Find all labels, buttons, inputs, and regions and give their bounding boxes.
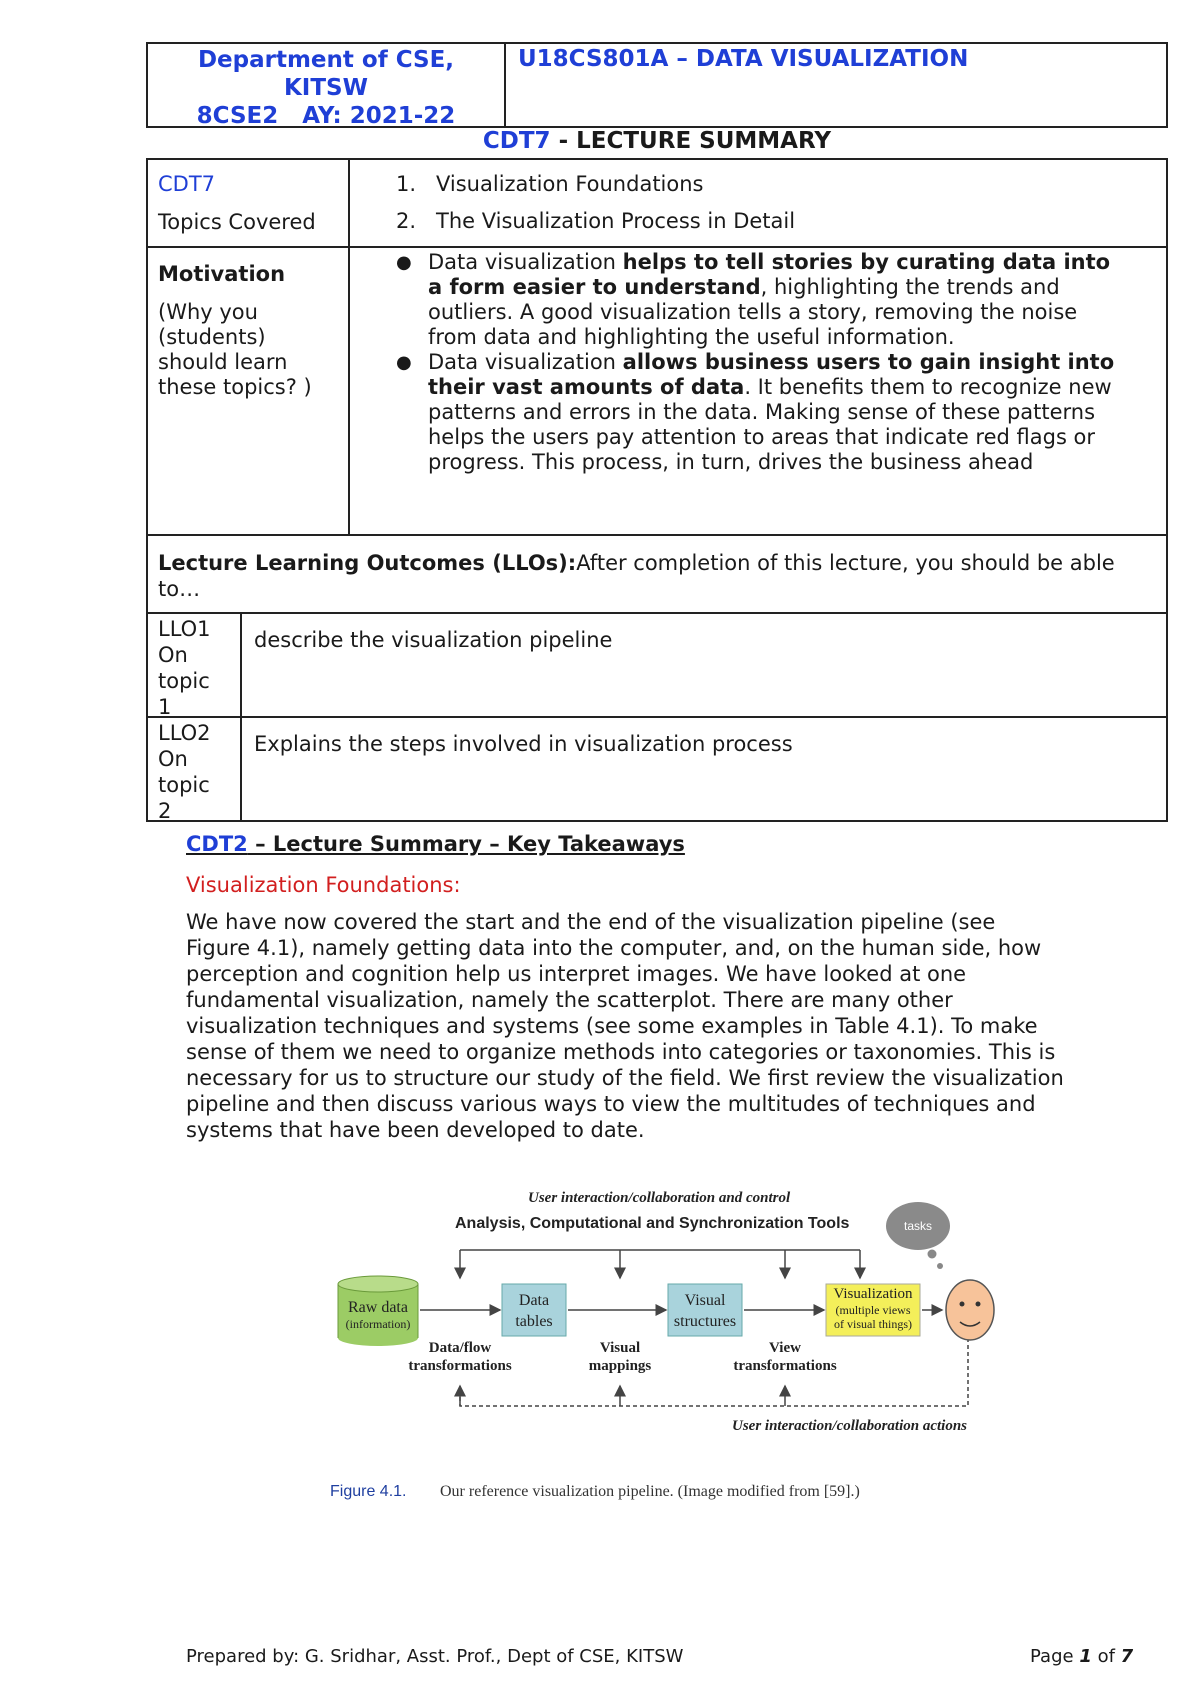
llo2-text-cell xyxy=(240,716,1168,822)
dept-line-3: 8CSE2 AY: 2021-22 xyxy=(196,103,456,129)
llo-heading: Lecture Learning Outcomes (LLOs):After completion of this lecture, you should be able to… xyxy=(158,551,1115,601)
figure-bottom-italic: User interaction/collaboration actions xyxy=(732,1418,968,1434)
data-tables-label-2: tables xyxy=(515,1313,553,1330)
topic-num: 2. xyxy=(396,209,417,233)
motivation-body-cell xyxy=(348,246,1168,536)
figure-top-bold: Analysis, Computational and Synchronization Tools xyxy=(455,1215,850,1232)
takeaways-paragraph: We have now covered the start and the end of the visualization pipeline (see Figure 4.1), namely getting data into the computer, and, on the human side, how perception and cognition help us interpret images. We have looked at one fundamental visualization, namely the scatterplot. There are many other visualization techniques and systems (see some examples in Table 4.1). To make sense of them we need to organize methods into categories or taxonomies. This is necessary for us to structure our study of the field. We first review the visualization pipeline and then discuss various ways to view the multitudes of techniques and systems that have been developed to date. xyxy=(186,910,1064,1142)
tasks-label: tasks xyxy=(903,1219,933,1233)
header-box xyxy=(146,42,1168,128)
topic-item xyxy=(396,172,795,197)
takeaways-subheading: Visualization Foundations: xyxy=(186,873,461,897)
thought-bubble-icon xyxy=(886,1202,950,1269)
figure-top-italic: User interaction/collaboration and control xyxy=(528,1190,791,1206)
dept-line-1: Department of CSE, xyxy=(197,47,455,73)
bullet-icon: ● xyxy=(396,252,412,273)
data-flow-label-1: Data/flow xyxy=(428,1340,492,1356)
raw-data-sub: (information) xyxy=(345,1317,411,1331)
feedback-loop xyxy=(460,1338,968,1406)
llo-text: Explains the steps involved in visualization process xyxy=(254,732,793,756)
bullet-icon: ● xyxy=(396,352,412,373)
course-title: U18CS801A – DATA VISUALIZATION xyxy=(518,46,969,72)
topic-item xyxy=(396,209,795,234)
data-flow-label-2: transformations xyxy=(408,1358,512,1374)
llo1-code-cell: LLO1 On topic 1 xyxy=(146,612,242,718)
lecture-title-text: - LECTURE SUMMARY xyxy=(550,128,832,154)
llo1-text-cell xyxy=(240,612,1168,718)
department-info xyxy=(148,44,506,129)
user-face-icon xyxy=(946,1280,994,1340)
llo-code: LLO1 xyxy=(158,617,211,641)
footer-prepared-by: Prepared by: G. Sridhar, Asst. Prof., Dept of CSE, KITSW xyxy=(186,1646,684,1667)
llo-heading-cell xyxy=(146,534,1168,614)
topic-text: Visualization Foundations xyxy=(436,172,704,196)
motivation-label-cell xyxy=(146,246,350,536)
visualization-label-1: Visualization xyxy=(833,1286,913,1302)
visual-structures-label-1: Visual xyxy=(684,1292,726,1309)
page-number: Page 1 of 7 xyxy=(1030,1646,1134,1667)
topics-label-cell xyxy=(146,158,350,248)
raw-data-label: Raw data xyxy=(348,1299,408,1316)
topic-num: 1. xyxy=(396,172,417,196)
motivation-bullet: ● Data visualization helps to tell stories by curating data into a form easier to understand, highlighting the trends and outliers. A good visualization tells a story, removing the noise from data and highlighting the useful information. xyxy=(396,250,1111,349)
figure-caption-text: Our reference visualization pipeline. (Image modified from [59].) xyxy=(440,1483,860,1500)
lecture-code: CDT7 xyxy=(482,128,551,154)
current-page: 1 xyxy=(1079,1646,1092,1667)
visualization-label-3: of visual things) xyxy=(834,1317,912,1331)
data-tables-label-1: Data xyxy=(518,1292,550,1309)
raw-data-node xyxy=(338,1276,418,1346)
lecture-title xyxy=(146,128,1168,154)
llo2-code-cell: LLO2 On topic 2 xyxy=(146,716,242,822)
motivation-bullets xyxy=(396,250,1126,475)
llo-text: describe the visualization pipeline xyxy=(254,628,613,652)
takeaways-heading: CDT2 – Lecture Summary – Key Takeaways xyxy=(186,832,685,856)
llo-code: LLO2 xyxy=(158,721,211,745)
figure-caption-label: Figure 4.1. xyxy=(330,1483,407,1500)
view-transform-label-1: View xyxy=(769,1340,801,1356)
pipeline-figure xyxy=(320,1180,1010,1510)
motivation-sub: (Why you (students) should learn these topics? ) xyxy=(158,300,312,399)
topics-list-cell xyxy=(348,158,1168,248)
topics-list xyxy=(396,172,795,246)
total-pages: 7 xyxy=(1120,1646,1134,1667)
topics-label: Topics Covered xyxy=(158,210,316,234)
view-transform-label-2: transformations xyxy=(733,1358,837,1374)
motivation-bullet: ● Data visualization allows business users to gain insight into their vast amounts of data. It benefits them to recognize new patterns and errors in the data. Making sense of these patterns helps the users pay attention to areas that indicate red flags or progress. This process, in turn, drives the business ahead xyxy=(396,350,1115,474)
dept-line-2: KITSW xyxy=(283,75,368,101)
visual-structures-label-2: structures xyxy=(673,1313,737,1330)
visual-mappings-label-2: mappings xyxy=(588,1358,652,1374)
visual-mappings-label-1: Visual xyxy=(599,1340,641,1356)
topic-text: The Visualization Process in Detail xyxy=(436,209,796,233)
motivation-label: Motivation xyxy=(158,262,286,286)
visualization-label-2: (multiple views xyxy=(835,1303,911,1317)
topics-code: CDT7 xyxy=(158,172,216,196)
